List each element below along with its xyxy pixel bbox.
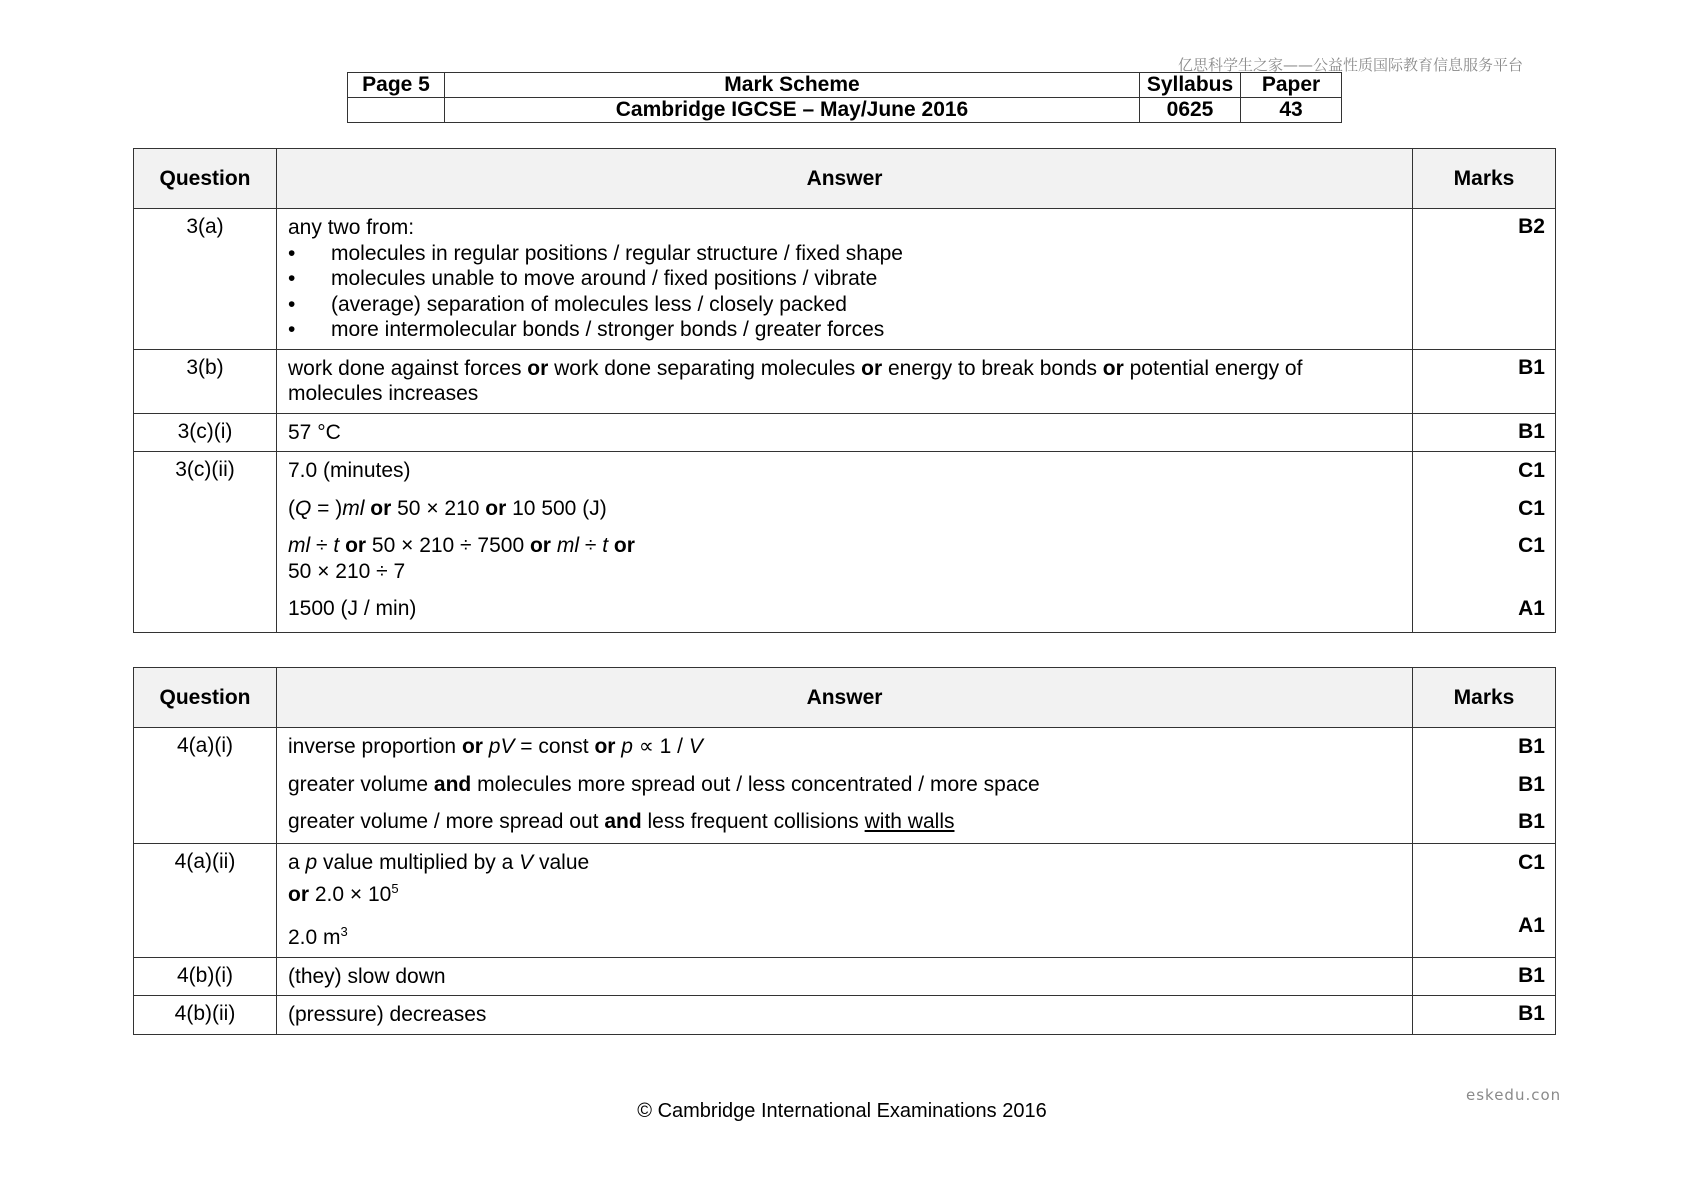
watermark-bottom: eskedu.con [1466, 1086, 1562, 1104]
answer-line: greater volume / more spread out and less frequent collisions with walls [288, 810, 955, 833]
copyright-footer: © Cambridge International Examinations 2016 [637, 1100, 1047, 1122]
answer-text: potential energy of [1123, 356, 1303, 380]
header-marks: Marks [1413, 668, 1556, 728]
page-header-table [347, 72, 1342, 123]
mark-value: B1 [1518, 735, 1545, 758]
answer-line: 50 × 210 ÷ 7 [288, 559, 406, 583]
table-row [134, 996, 1556, 1035]
answer-line: 7.0 (minutes) [288, 459, 411, 482]
keyword-or: or [1102, 356, 1124, 380]
header-answer: Answer [277, 149, 1413, 209]
mark-value: C1 [1518, 534, 1545, 557]
header-question: Question [134, 149, 277, 209]
marks-cell [1413, 844, 1556, 958]
answer-cell: (they) slow down [277, 957, 1413, 996]
syllabus-code: 0625 [1140, 98, 1241, 123]
list-item: • (average) separation of molecules less / closely packed [288, 292, 1402, 318]
answer-line: greater volume and molecules more spread out / less concentrated / more space [288, 772, 1040, 796]
mark-value: B1 [1413, 957, 1556, 996]
answer-line: or $2.0 \times 10^5$ [288, 880, 399, 906]
answer-line: 1500 (J / min) [288, 597, 417, 620]
watermark-top: 亿思科学生之家——公益性质国际教育信息服务平台 [1178, 56, 1524, 74]
list-item: • more intermolecular bonds / stronger bonds / greater forces [288, 317, 1402, 343]
question-number: 4(a)(ii) [134, 844, 277, 958]
answer-line: 2.0 $m^3$ [288, 924, 348, 949]
answer-cell [277, 844, 1413, 958]
document-title: Mark Scheme [445, 73, 1140, 98]
header-question: Question [134, 668, 277, 728]
question-number: 4(a)(i) [134, 728, 277, 844]
answer-line: a p value multiplied by a V value [288, 851, 590, 874]
answer-cell: 57 °C [277, 413, 1413, 452]
exam-subtitle: Cambridge IGCSE – May/June 2016 [445, 98, 1140, 123]
mark-value: B1 [1518, 772, 1545, 796]
keyword-or: or [527, 356, 549, 380]
mark-value: A1 [1518, 597, 1545, 620]
answer-cell [277, 209, 1413, 350]
mark-value: A1 [1518, 914, 1545, 937]
answer-line: (Q = )ml or 50 × 210 or 10 500 (J) [288, 496, 607, 520]
syllabus-label: Syllabus [1140, 73, 1241, 98]
paper-number: 43 [1241, 98, 1342, 123]
question-number: 3(b) [134, 349, 277, 413]
answer-cell [277, 452, 1413, 633]
answer-intro: any two from: [288, 216, 415, 239]
paper-label: Paper [1241, 73, 1342, 98]
answer-cell [277, 349, 1413, 413]
table-row [134, 349, 1556, 413]
question-number: 3(c)(ii) [134, 452, 277, 633]
table-row [134, 452, 1556, 633]
blank-cell [348, 98, 445, 123]
list-item: • molecules unable to move around / fixed positions / vibrate [288, 266, 1402, 292]
answer-text: energy to break bonds [882, 356, 1103, 380]
table-row [134, 413, 1556, 452]
mark-value: B2 [1413, 209, 1556, 350]
question-number: 4(b)(ii) [134, 996, 277, 1035]
answer-text: molecules increases [288, 382, 479, 405]
mark-value: B1 [1413, 413, 1556, 452]
mark-value: B1 [1413, 996, 1556, 1035]
list-item: • molecules in regular positions / regular structure / fixed shape [288, 241, 1402, 267]
header-marks: Marks [1413, 149, 1556, 209]
answer-text: work done against forces [288, 356, 528, 380]
mark-scheme-table-q4 [133, 667, 1556, 1035]
answer-line: ml ÷ t or 50 × 210 ÷ 7500 or ml ÷ t or [288, 534, 635, 557]
header-answer: Answer [277, 668, 1413, 728]
marks-cell [1413, 452, 1556, 633]
table-row [134, 209, 1556, 350]
question-number: 3(a) [134, 209, 277, 350]
mark-value: C1 [1518, 851, 1545, 874]
question-number: 4(b)(i) [134, 957, 277, 996]
table-row [134, 844, 1556, 958]
table-row [134, 728, 1556, 844]
mark-value: B1 [1518, 810, 1545, 833]
question-number: 3(c)(i) [134, 413, 277, 452]
table-row [134, 957, 1556, 996]
answer-cell: (pressure) decreases [277, 996, 1413, 1035]
answer-text: work done separating molecules [548, 356, 862, 380]
answer-cell [277, 728, 1413, 844]
mark-scheme-table-q3 [133, 148, 1556, 633]
mark-value: C1 [1518, 496, 1545, 520]
mark-value: B1 [1413, 349, 1556, 413]
mark-value: C1 [1518, 459, 1545, 482]
keyword-or: or [861, 356, 883, 380]
page-number: Page 5 [348, 73, 445, 98]
marks-cell [1413, 728, 1556, 844]
bullet-list [288, 241, 1402, 343]
answer-line: inverse proportion or pV = const or p ∝ 1 / V [288, 735, 703, 758]
